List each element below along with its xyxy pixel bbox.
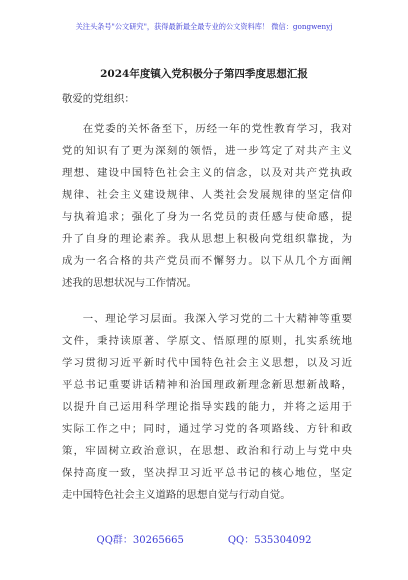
promo-header-text: 关注头条号"公文研究"，获得最新最全最专业的公文资料库！ 微信：gongwenyj: [75, 22, 333, 31]
paragraph-line: 策，牢固树立政治意识，在思想、政治和行动上与党中央: [62, 445, 352, 457]
paragraph-line: 述我的思想状况与工作情况。: [62, 277, 198, 289]
paragraph-line: 平总书记重要讲话精神和治国理政新理念新思想新战略，: [62, 379, 352, 391]
promo-header: [0, 22, 408, 31]
paragraph-1: [62, 118, 352, 294]
paragraph-line: 升了自身的理论素养。我从思想上积极向党组织靠拢，为: [62, 233, 352, 245]
document-body: [62, 92, 352, 506]
paragraph-spacer: [62, 294, 352, 308]
paragraph-2: [62, 308, 352, 506]
paragraph-line: 规律、社会主义建设规律、人类社会发展规律的坚定信仰: [62, 189, 352, 201]
contact-footer: [0, 535, 408, 547]
paragraph-line: 以提升自己运用科学理论指导实践的能力，并将之运用于: [62, 401, 352, 413]
paragraph-line: 与执着追求；强化了身为一名党员的责任感与使命感，提: [62, 211, 352, 223]
footer-qq: QQ：535304092: [227, 535, 312, 546]
paragraph-line: 在党委的关怀备至下，历经一年的党性教育学习，我对: [82, 123, 352, 135]
paragraph-line: 理想、建设中国特色社会主义的信念，以及对共产党执政: [62, 167, 352, 179]
paragraph-line: 一、理论学习层面。我深入学习党的二十大精神等重要: [82, 313, 352, 325]
paragraph-line: 保持高度一致，坚决捍卫习近平总书记的核心地位，坚定: [62, 467, 352, 479]
paragraph-line: 成为一名合格的共产党员而不懈努力。以下从几个方面阐: [62, 255, 352, 267]
footer-qq-group: QQ群：30265665: [96, 535, 184, 546]
paragraph-line: 文件，秉持读原著、学原文、悟原理的原则，扎实系统地: [62, 335, 352, 347]
paragraph-line: 党的知识有了更为深刻的领悟，进一步笃定了对共产主义: [62, 145, 352, 157]
salutation: 敬爱的党组织：: [62, 93, 135, 105]
paragraph-line: 实际工作之中；同时，通过学习党的各项路线、方针和政: [62, 423, 352, 435]
paragraph-line: 学习贯彻习近平新时代中国特色社会主义思想，以及习近: [62, 357, 352, 369]
document-title: 2024年度镇入党积极分子第四季度思想汇报: [100, 68, 308, 80]
paragraph-line: 走中国特色社会主义道路的思想自觉与行动自觉。: [62, 489, 291, 501]
